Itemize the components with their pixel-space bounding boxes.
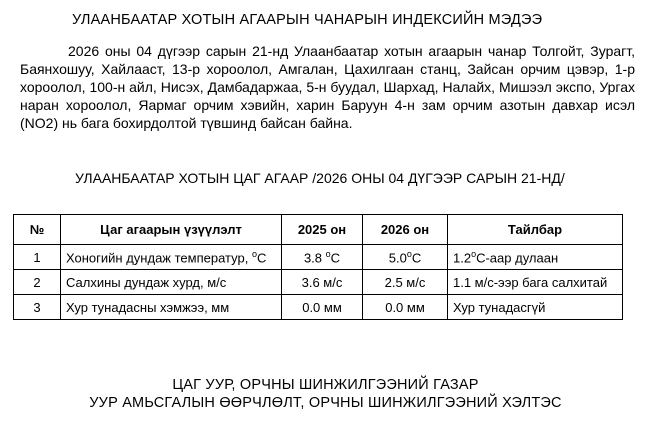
row-indicator: Хур тунадасны хэмжээ, мм: [61, 295, 282, 320]
row-value-2025: 3.6 м/с: [282, 270, 363, 295]
row-value-2026: 2.5 м/с: [363, 270, 448, 295]
footer-signature: [0, 376, 651, 412]
row-note: Хур тунадасгүй: [448, 295, 623, 320]
header-indicator: Цаг агаарын үзүүлэлт: [61, 215, 282, 245]
row-number: 1: [14, 245, 61, 270]
row-indicator: Салхины дундаж хурд, м/с: [61, 270, 282, 295]
row-value-2026: 0.0 мм: [363, 295, 448, 320]
weather-table: [13, 214, 623, 320]
header-2025: 2025 он: [282, 215, 363, 245]
row-note: $1.2^оС$-аар дулаан: [448, 245, 623, 270]
row-indicator: Хоногийн дундаж температур, $^о$С: [61, 245, 282, 270]
row-number: 3: [14, 295, 61, 320]
weather-table-title: УЛААНБААТАР ХОТЫН ЦАГ АГААР /2026 ОНЫ 04 ДҮГЭЭР САРЫН 21-НД/: [75, 170, 565, 186]
document-title: УЛААНБААТАР ХОТЫН АГААРЫН ЧАНАРЫН ИНДЕКСИЙН МЭДЭЭ: [72, 12, 543, 28]
row-number: 2: [14, 270, 61, 295]
row-value-2025: 3.8 $^о$С: [282, 245, 363, 270]
table-row: [14, 245, 623, 270]
header-no: №: [14, 215, 61, 245]
row-note: 1.1 м/с-ээр бага салхитай: [448, 270, 623, 295]
footer-agency: ЦАГ УУР, ОРЧНЫ ШИНЖИЛГЭЭНИЙ ГАЗАР: [172, 377, 479, 393]
table-row: [14, 295, 623, 320]
footer-department: УУР АМЬСГАЛЫН ӨӨРЧЛӨЛТ, ОРЧНЫ ШИНЖИЛГЭЭНИЙ ХЭЛТЭС: [89, 395, 562, 411]
table-row: [14, 270, 623, 295]
table-header-row: [14, 215, 623, 245]
row-value-2026: $5.0^оС$: [363, 245, 448, 270]
row-value-2025: 0.0 мм: [282, 295, 363, 320]
header-note: Тайлбар: [448, 215, 623, 245]
header-2026: 2026 он: [363, 215, 448, 245]
document-body: 2026 оны 04 дүгээр сарын 21-нд Улаанбаатар хотын агаарын чанар Толгойт, Зурагт, Баянхошуу, Хайлааст, 13-р хороолол, Амгалан, Цахилгаан станц, Зайсан орчим цэвэр, 1-р хороолол, 100-н айл, Нисэх, Дамбадаржаа, 5-н буудал, Шархад, Налайх, Мишээл экспо, Ургах наран хороолол, Яармаг орчим хэвийн, харин Баруун 4-н зам орчим азотын давхар исэл (NO2) нь бага бохирдолтой түвшинд байсан байна.: [20, 43, 635, 131]
